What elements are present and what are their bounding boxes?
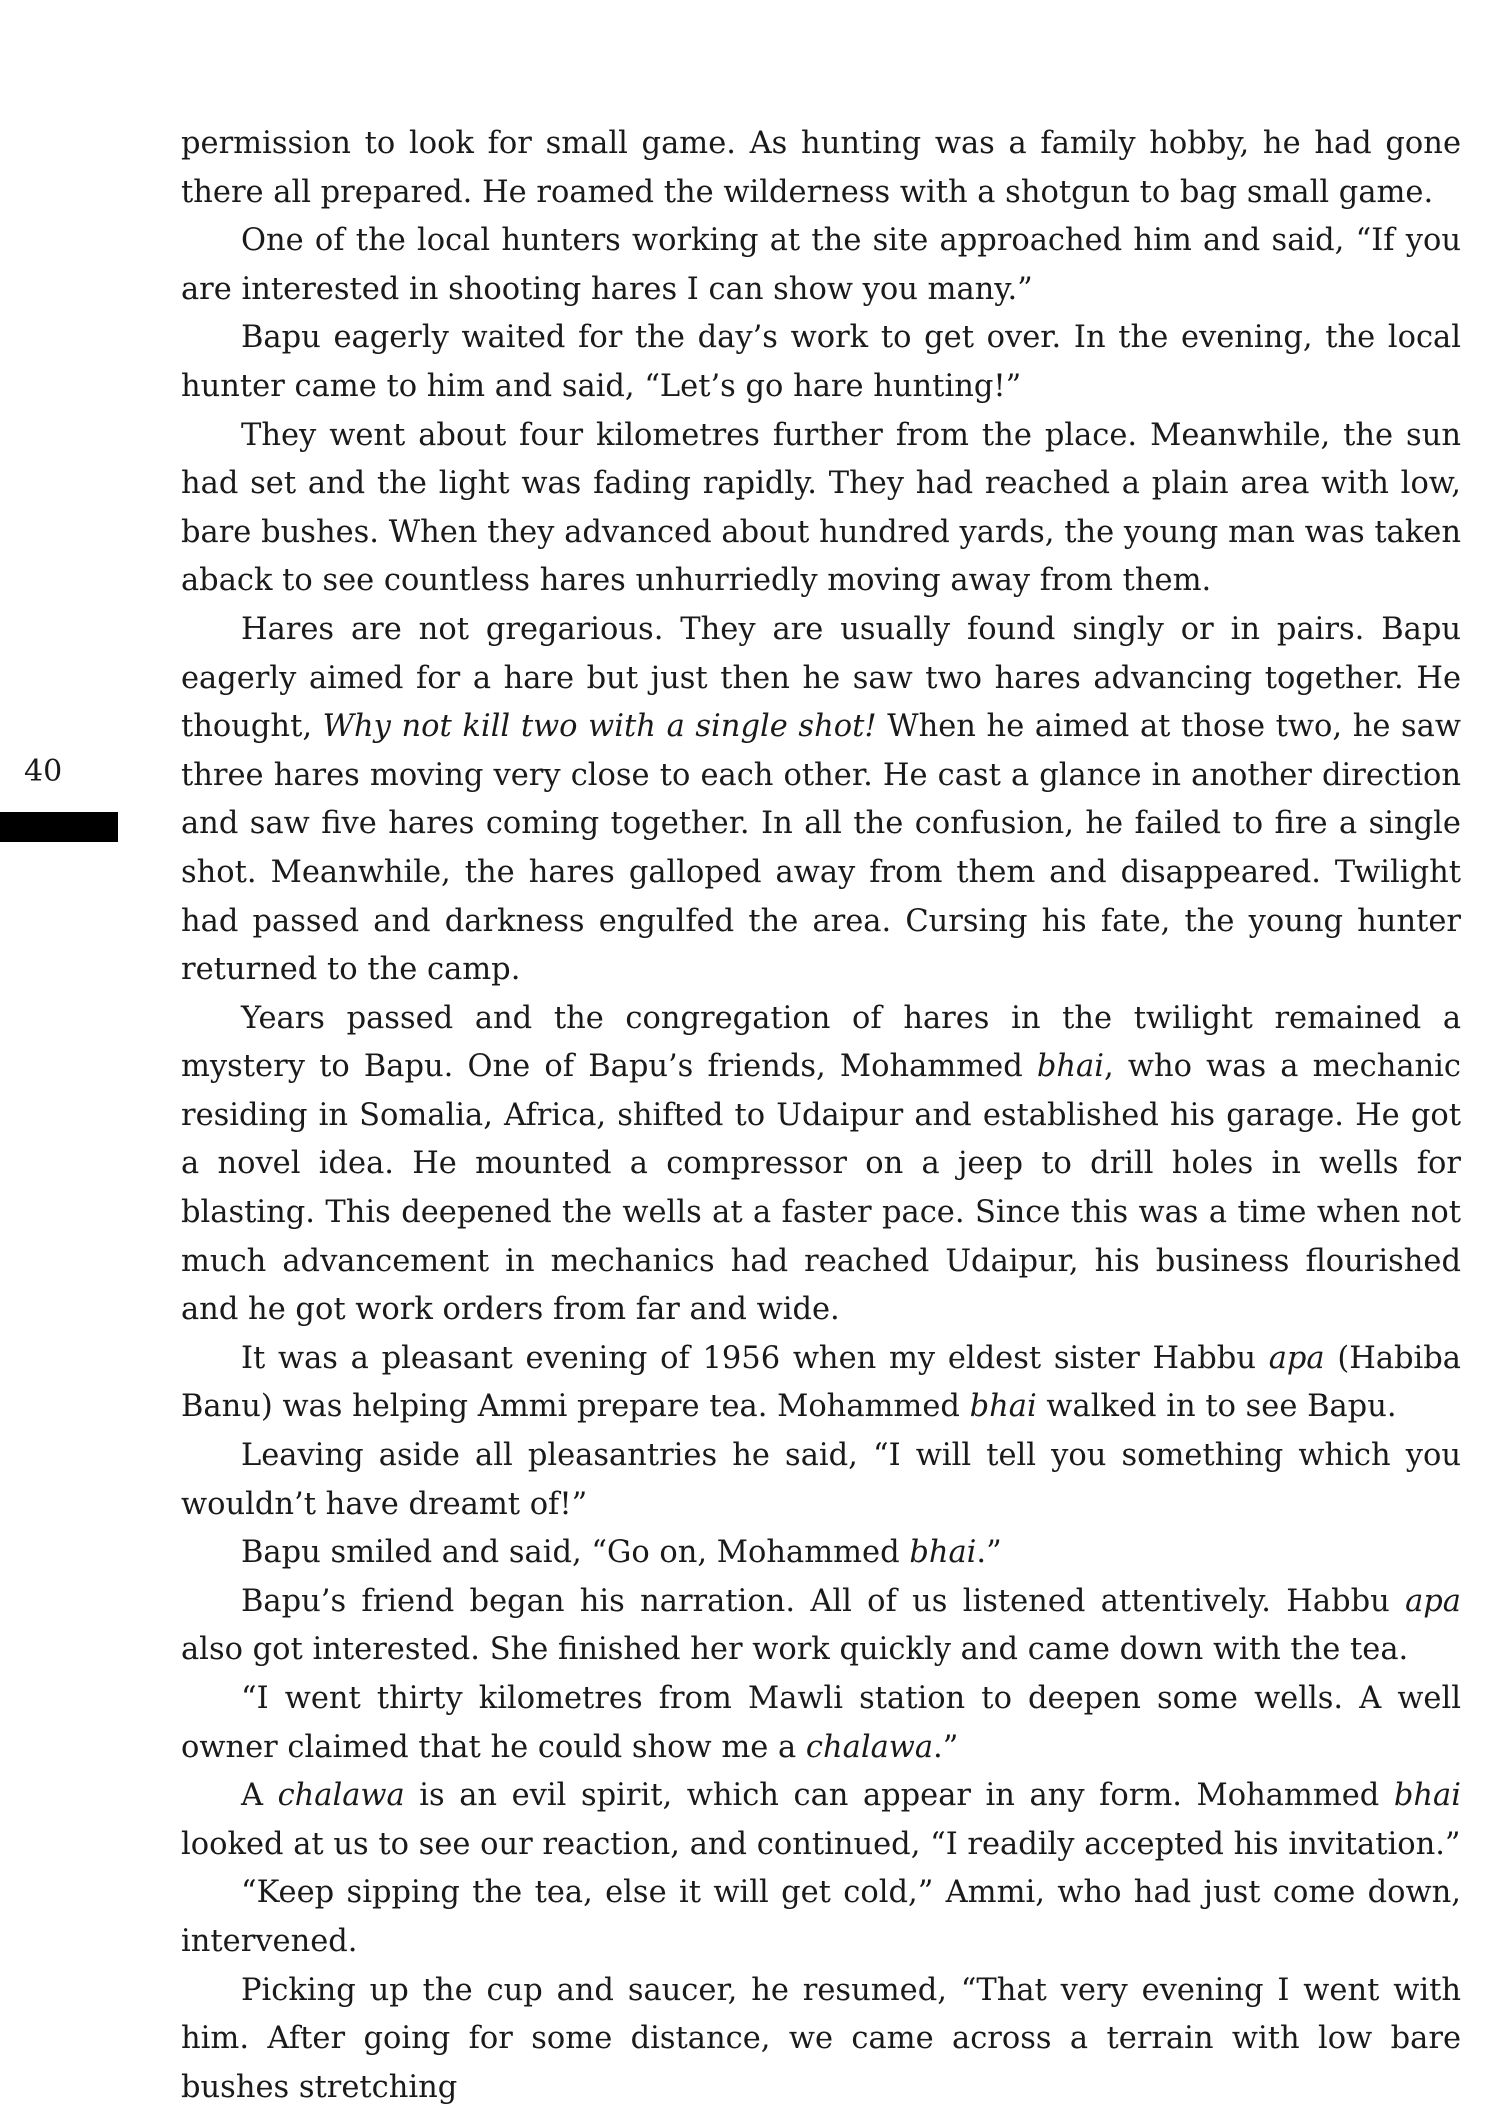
paragraph: [181, 1578, 1461, 1675]
text-run: also got interested. She finished her work quickly and came down with the tea.: [181, 1632, 1409, 1668]
text-run: permission to look for small game. As hunting was a family hobby, he had gone there all prepared. He roamed the wilderness with a shotgun to bag small game.: [181, 126, 1461, 210]
text-run: walked in to see Bapu.: [1036, 1389, 1397, 1425]
paragraph: [181, 217, 1461, 314]
text-run: Years passed and the congregation of hares in the twilight remained a mystery to Bapu. One of Bapu’s friends, Mohammed: [181, 1000, 1461, 1085]
italic-text-run: bhai: [969, 1389, 1037, 1425]
body-text: [181, 120, 1461, 2112]
text-run: , who was a mechanic residing in Somalia, Africa, shifted to Udaipur and established his garage. He got a novel idea. He mounted a compressor on a jeep to drill holes in wells for blasting. This deepened the wells at a faster pace. Since this was a time when not much advancement in mechanics had reached Udaipur, his business flourished and he got work orders from far and wide.: [181, 1049, 1461, 1328]
italic-text-run: bhai: [909, 1535, 977, 1571]
paragraph: [181, 314, 1461, 411]
text-run: looked at us to see our reaction, and continued, “I readily accepted his invitation.”: [181, 1826, 1461, 1862]
paragraph: [181, 995, 1461, 1335]
italic-text-run: apa: [1268, 1340, 1325, 1376]
paragraph: [181, 606, 1461, 995]
page-edge-tab: [0, 812, 118, 842]
paragraph: [181, 1432, 1461, 1529]
italic-text-run: chalawa: [277, 1778, 405, 1814]
text-run: They went about four kilometres further from the place. Meanwhile, the sun had set and the light was fading rapidly. They had reached a plain area with low, bare bushes. When they advanced about hundred yards, the young man was taken aback to see countless hares unhurriedly moving away from them.: [181, 417, 1461, 599]
text-run: “I went thirty kilometres from Mawli station to deepen some wells. A well owner claimed that he could show me a: [181, 1681, 1461, 1765]
text-run: (Habiba Banu) was helping Ammi prepare tea. Mohammed: [181, 1340, 1461, 1425]
text-run: Bapu smiled and said, “Go on, Mohammed: [241, 1535, 910, 1571]
page-number: 40: [24, 754, 63, 789]
text-run: Picking up the cup and saucer, he resumed, “That very evening I went with him. After going for some distance, we came across a terrain with low bare bushes stretching: [181, 1972, 1461, 2105]
italic-text-run: chalawa: [805, 1729, 934, 1765]
text-run: “Keep sipping the tea, else it will get cold,” Ammi, who had just come down, intervened.: [181, 1875, 1461, 1959]
paragraph: [181, 120, 1461, 217]
text-run: One of the local hunters working at the site approached him and said, “If you are interested in shooting hares I can show you many.”: [181, 223, 1461, 307]
text-run: .”: [976, 1535, 1002, 1571]
paragraph: [181, 1869, 1461, 1966]
italic-text-run: bhai: [1036, 1049, 1104, 1085]
text-run: Hares are not gregarious. They are usually found singly or in pairs. Bapu eagerly aimed for a hare but just then he saw two hares advancing together. He thought,: [181, 611, 1461, 745]
italic-text-run: apa: [1405, 1583, 1461, 1619]
text-run: Bapu eagerly waited for the day’s work to get over. In the evening, the local hunter came to him and said, “Let’s go hare hunting!”: [181, 320, 1461, 404]
paragraph: [181, 412, 1461, 606]
paragraph: [181, 1675, 1461, 1772]
text-run: A: [241, 1778, 278, 1814]
italic-text-run: Why not kill two with a single shot!: [322, 709, 877, 745]
paragraph: [181, 1772, 1461, 1869]
text-run: Leaving aside all pleasantries he said, “I will tell you something which you wouldn’t have dreamt of!”: [181, 1438, 1461, 1522]
text-run: When he aimed at those two, he saw three hares moving very close to each other. He cast a glance in another direction and saw five hares coming together. In all the confusion, he failed to fire a single shot. Meanwhile, the hares galloped away from them and disappeared. Twilight had passed and darkness engulfed the area. Cursing his fate, the young hunter returned to the camp.: [181, 709, 1461, 988]
paragraph: [181, 1967, 1461, 2112]
paragraph: [181, 1529, 1461, 1578]
text-run: It was a pleasant evening of 1956 when my eldest sister Habbu: [241, 1340, 1269, 1376]
italic-text-run: bhai: [1393, 1778, 1461, 1814]
text-run: .”: [933, 1729, 959, 1765]
text-run: is an evil spirit, which can appear in any form. Mohammed: [404, 1778, 1394, 1814]
paragraph: [181, 1335, 1461, 1432]
text-run: Bapu’s friend began his narration. All of us listened attentively. Habbu: [241, 1583, 1406, 1619]
